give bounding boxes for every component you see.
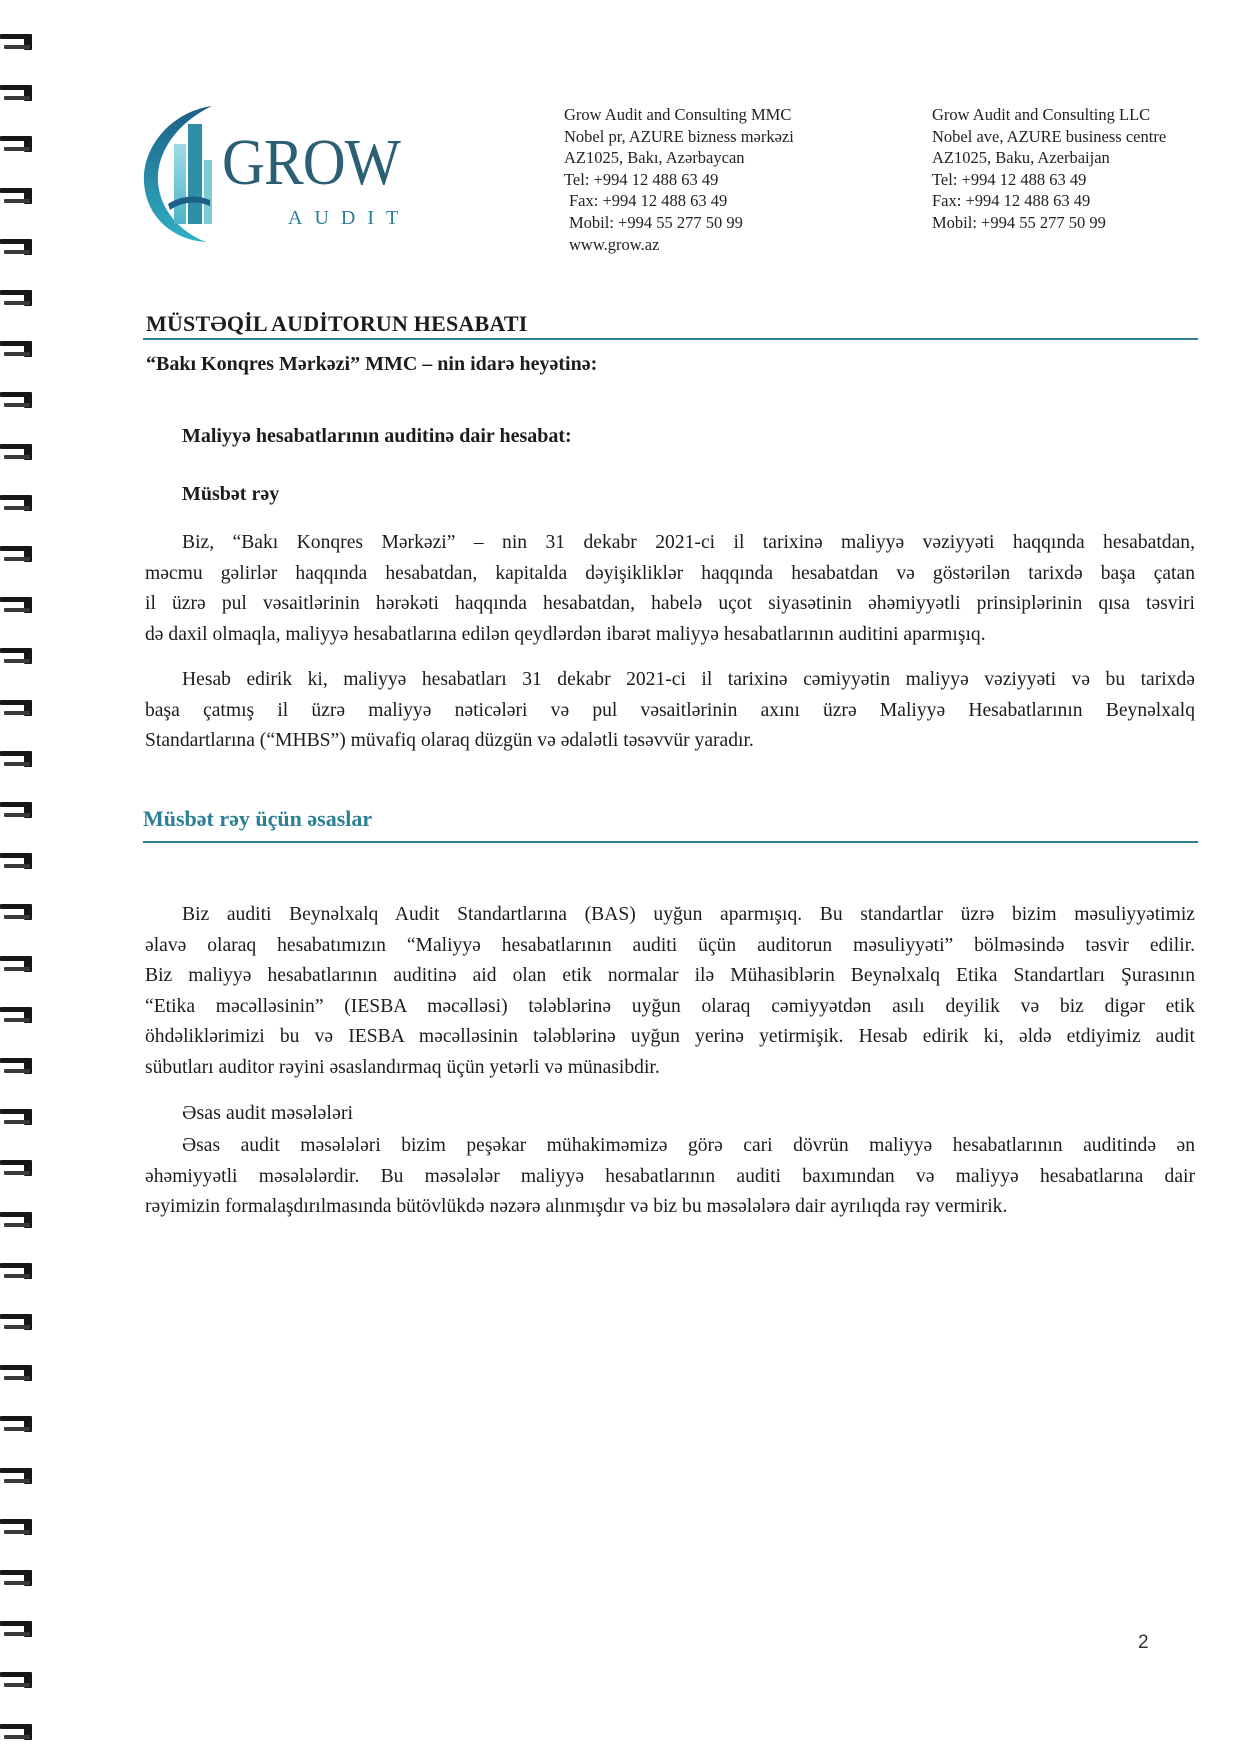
opinion-paragraph-2 — [145, 665, 1195, 757]
binding-ring — [0, 132, 38, 154]
binding-ring — [0, 388, 38, 410]
section-subtitle: Maliyyə hesabatlarının auditinə dair hesabat: — [182, 425, 572, 447]
binding-ring — [0, 1720, 38, 1742]
address-line: Mobil: +994 55 277 50 99 — [932, 212, 1106, 232]
page-number: 2 — [1138, 1632, 1149, 1653]
report-addressee: “Bakı Konqres Mərkəzi” MMC – nin idarə heyətinə: — [146, 353, 598, 375]
binding-ring — [0, 952, 38, 974]
text-line: də daxil olmaqla, maliyyə hesabatlarına edilən qeydlərdən ibarət maliyyə hesabatlarının auditini aparmışıq. — [145, 623, 986, 645]
address-line: Nobel ave, AZURE business centre — [932, 126, 1167, 146]
binding-ring — [0, 644, 38, 666]
text-line: Əsas audit məsələləri bizim peşəkar mühakiməmizə görə cari dövrün maliyyə hesabatlarının auditində ən — [182, 1135, 1195, 1156]
address-line: Tel: +994 12 488 63 49 — [932, 169, 1087, 189]
spiral-binding — [0, 30, 44, 1730]
binding-ring — [0, 747, 38, 769]
title-divider — [143, 338, 1198, 340]
basis-heading: Müsbət rəy üçün əsaslar — [143, 806, 373, 831]
website-link[interactable]: www.grow.az — [569, 234, 660, 254]
binding-ring — [0, 1668, 38, 1690]
kam-paragraph — [145, 1131, 1195, 1223]
text-line: əhəmiyyətli məsələlərdir. Bu məsələlər maliyyə hesabatlarının auditi baxımından və maliyyə hesabatlarına dair — [145, 1165, 1195, 1187]
binding-ring — [0, 1003, 38, 1025]
text-line: “Etika məcəlləsinin” (IESBA məcəlləsi) tələblərinə uyğun olaraq cəmiyyətdən asılı deyilik və biz digər etik — [145, 995, 1195, 1017]
kam-heading: Əsas audit məsələləri — [182, 1102, 354, 1124]
address-line: Grow Audit and Consulting LLC — [932, 105, 1151, 124]
text-line: Biz maliyyə hesabatlarının auditinə aid olan etik normalar ilə Mühasiblərin Beynəlxalq Etika Standartları Şurasının — [145, 965, 1195, 986]
address-line: Fax: +994 12 488 63 49 — [569, 191, 728, 211]
report-title: MÜSTƏQİL AUDİTORUN HESABATI — [146, 311, 528, 336]
binding-ring — [0, 1156, 38, 1178]
text-line: Biz auditi Beynəlxalq Audit Standartlarına (BAS) uyğun aparmışıq. Bu standartlar üzrə bizim məsuliyyətimiz — [182, 904, 1195, 925]
basis-paragraph — [145, 900, 1195, 1083]
opinion-heading: Müsbət rəy — [182, 483, 280, 505]
binding-ring — [0, 1515, 38, 1537]
binding-ring — [0, 849, 38, 871]
binding-ring — [0, 491, 38, 513]
binding-ring — [0, 1412, 38, 1434]
address-line: AZ1025, Baku, Azerbaijan — [932, 148, 1110, 168]
binding-ring — [0, 1054, 38, 1076]
address-line: Mobil: +994 55 277 50 99 — [569, 212, 743, 232]
binding-ring — [0, 1208, 38, 1230]
address-line: Nobel pr, AZURE bizness mərkəzi — [564, 126, 794, 146]
text-line: əlavə olaraq hesabatımızın “Maliyyə hesabatlarının auditi üçün auditorun məsuliyyəti” bölməsində təsvir edilir. — [145, 934, 1195, 956]
binding-ring — [0, 798, 38, 820]
binding-ring — [0, 81, 38, 103]
binding-ring — [0, 286, 38, 308]
binding-ring — [0, 30, 38, 52]
binding-ring — [0, 440, 38, 462]
binding-ring — [0, 1105, 38, 1127]
address-line: AZ1025, Bakı, Azərbaycan — [564, 148, 745, 168]
address-line: Grow Audit and Consulting MMC — [564, 105, 792, 124]
binding-ring — [0, 1464, 38, 1486]
address-line: Fax: +994 12 488 63 49 — [932, 191, 1091, 211]
binding-ring — [0, 235, 38, 257]
text-line: rəyimizin formalaşdırılmasında bütövlükdə nəzərə alınmışdır və biz bu məsələlərə dair ayrılıqda rəy vermirik. — [145, 1196, 1008, 1217]
text-line: Biz, “Bakı Konqres Mərkəzi” – nin 31 dekabr 2021-ci il tarixinə maliyyə vəziyyəti haqqında hesabatdan, — [182, 532, 1195, 553]
binding-ring — [0, 1566, 38, 1588]
binding-ring — [0, 1617, 38, 1639]
text-line: Standartlarına (“MHBS”) müvafiq olaraq düzgün və ədalətli təsəvvür yaradır. — [145, 730, 754, 751]
text-line: sübutları auditor rəyini əsaslandırmaq üçün yetərli və münasibdir. — [145, 1056, 660, 1078]
address-line: Tel: +994 12 488 63 49 — [564, 169, 719, 189]
text-line: Hesab edirik ki, maliyyə hesabatları 31 dekabr 2021-ci il tarixinə cəmiyyətin maliyyə vəziyyəti və bu tarixdə — [182, 669, 1195, 690]
binding-ring — [0, 542, 38, 564]
address-block-en — [932, 104, 1166, 234]
address-block-az — [564, 104, 794, 255]
opinion-paragraph-1 — [145, 528, 1195, 650]
binding-ring — [0, 337, 38, 359]
logo-subtitle: AUDIT — [288, 207, 411, 229]
grow-audit-logo — [140, 100, 420, 250]
binding-ring — [0, 1310, 38, 1332]
binding-ring — [0, 900, 38, 922]
text-line: məcmu gəlirlər haqqında hesabatdan, kapitalda dəyişikliklər haqqında hesabatdan və göstərilən tarixdə başa çatan — [145, 562, 1195, 584]
text-line: başa çatmış il üzrə maliyyə nəticələri və pul vəsaitlərinin axını üzrə Maliyyə Hesabatlarının Beynəlxalq — [145, 699, 1195, 721]
binding-ring — [0, 184, 38, 206]
logo-wordmark: GROW — [222, 126, 400, 199]
binding-ring — [0, 1361, 38, 1383]
text-line: il üzrə pul vəsaitlərinin hərəkəti haqqında hesabatdan, habelə uçot siyasətinin əhəmiyyətli prinsiplərinin qısa təsviri — [145, 593, 1195, 614]
binding-ring — [0, 593, 38, 615]
binding-ring — [0, 1259, 38, 1281]
binding-ring — [0, 696, 38, 718]
text-line: öhdəliklərimizi bu və IESBA məcəlləsinin tələblərinə uyğun yerinə yetirmişik. Hesab edirik ki, əldə etdiyimiz audit — [145, 1026, 1195, 1047]
basis-divider — [143, 841, 1198, 843]
